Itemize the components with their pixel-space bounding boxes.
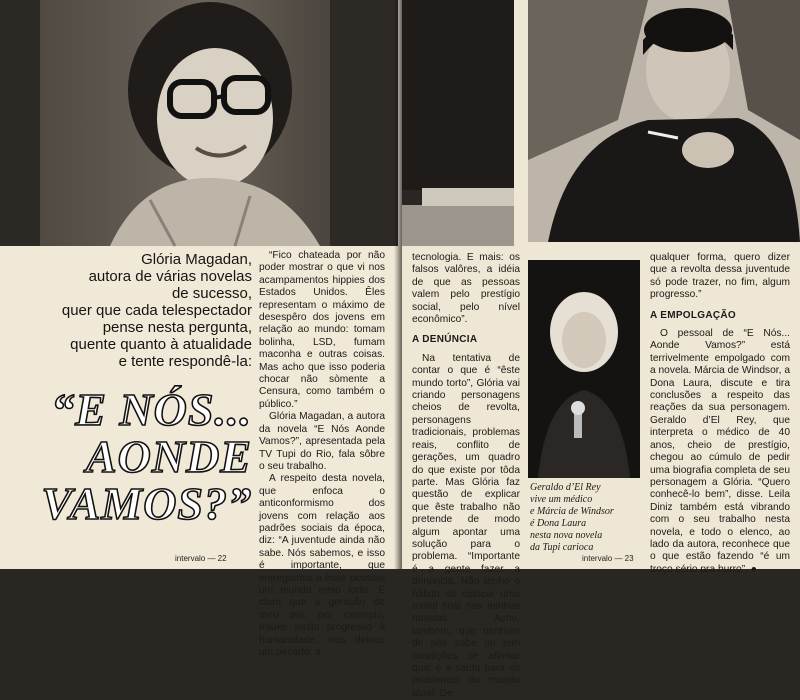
caption-line: e Márcia de Windsor (530, 506, 614, 517)
photo-caption (530, 482, 648, 554)
caption-line: da Tupi carioca (530, 542, 594, 553)
headline-line: AONDE (85, 431, 252, 482)
section-subhead: A DENÚNCIA (412, 334, 478, 346)
right-body-column-1 (412, 252, 520, 699)
intro-line: e tente respondê-la: (118, 353, 252, 370)
intro-line: de sucesso, (171, 285, 252, 302)
body-paragraph: Na tentativa de contar o que é “êste mundo torto”, Glória vai criando personagens cheios de revolta, personagens tradicionais, problemas reais, conflito de gerações, um quadro do que existe por tôda parte. Mas Glória faz questão de explicar que êste trabalho não pretende de modo algum apontar uma solução para o problema. “Importante é a gente fazer a denúncia. Não tenho o hábito de colocar uma moral final nas minhas novelas. Acho, também, que nenhum de nós sabe ou tem condições de afirmar qual é a saída para os problemas do mundo atual. De (412, 352, 520, 699)
page-folio-right: intervalo — 23 (582, 554, 634, 563)
caption-line: nesta nova novela (530, 530, 603, 541)
photo-gloria-magadan (0, 0, 398, 246)
photo-marcia-de-windsor (528, 260, 640, 478)
article-headline (4, 386, 252, 527)
body-paragraph: “Fico chateada por não poder mostrar o que vi nos acampamentos hippies dos Estados Unidos. Êles representam o máximo de desespêro dos jovens em relação ao mundo: tomam bolinha, LSD, fumam maconha e outras coisas. Mas acho que isso poderia chocar não sòmente a Censura, como também o público.” (259, 250, 385, 410)
right-page (402, 0, 800, 699)
headline-line: “E NÓS... (51, 384, 252, 435)
page-folio-left: intervalo — 22 (175, 554, 227, 563)
intro-line: Glória Magadan, (141, 251, 252, 268)
right-body-column-2 (650, 252, 790, 575)
caption-line: Geraldo d’El Rey (530, 482, 601, 493)
body-paragraph: qualquer forma, quero dizer que a revolta dessa juventude só pode trazer, no fim, algum progresso.” (650, 252, 790, 301)
section-subhead: A EMPOLGAÇÃO (650, 309, 737, 321)
intro-line: quente quanto à atualidade (70, 336, 252, 353)
body-paragraph: Glória Magadan, a autora da novela “E Nós Aonde Vamos?”, apresentada pela TV Tupi do Rio, fala sôbre o seu trabalho. (259, 411, 385, 472)
intro-text (28, 251, 252, 370)
left-body-column (259, 250, 385, 658)
left-page (0, 0, 398, 658)
intro-line: autora de várias novelas (88, 268, 252, 285)
photo-geraldo-del-rey (528, 0, 800, 242)
intro-line: quer que cada telespectador (61, 302, 252, 319)
photo-building (402, 0, 514, 246)
intro-line: pense nesta pergunta, (102, 319, 252, 336)
body-paragraph: O pessoal de “E Nós... Aonde Vamos?” está terrivelmente empolgado com a novela. Márcia de Windsor, a Dona Laura, discute e tira conclusões a respeito das reações da sua personagem. Geraldo d’El Rey, que interpreta o médico de 40 anos, cheio de prestígio, chegou ao cúmulo de pedir uma biografia completa de seu personagem a Glória. “Quero conhecê-lo bem”, disse. Leila Diniz também está vibrando com o seu trabalho nesta novela, e todo o elenco, ao lado da autora, reconhece que o que estão fazendo “é um troço sério pra burro”. ● (650, 328, 790, 575)
body-paragraph: A respeito desta novela, que enfoca o anticonformismo dos jovens com relação aos padrões sociais da época, diz: “A juventude ainda não sabe. Nós sabemos, e isso é importante, que entregamos a êsse pessoal um mundo meio torto. É claro que a geração de meu pai, por exemplo, trouxe muito progresso à humanidade, mas deixou um pecado: a (259, 473, 385, 658)
headline-line: VAMOS?” (41, 478, 252, 529)
caption-line: vive um médico (530, 494, 593, 505)
body-paragraph: tecnologia. E mais: os falsos valôres, a idéia de que as pessoas valem pelo prestígio social, pelo nível econômico”. (412, 252, 520, 326)
caption-line: é Dona Laura (530, 518, 587, 529)
